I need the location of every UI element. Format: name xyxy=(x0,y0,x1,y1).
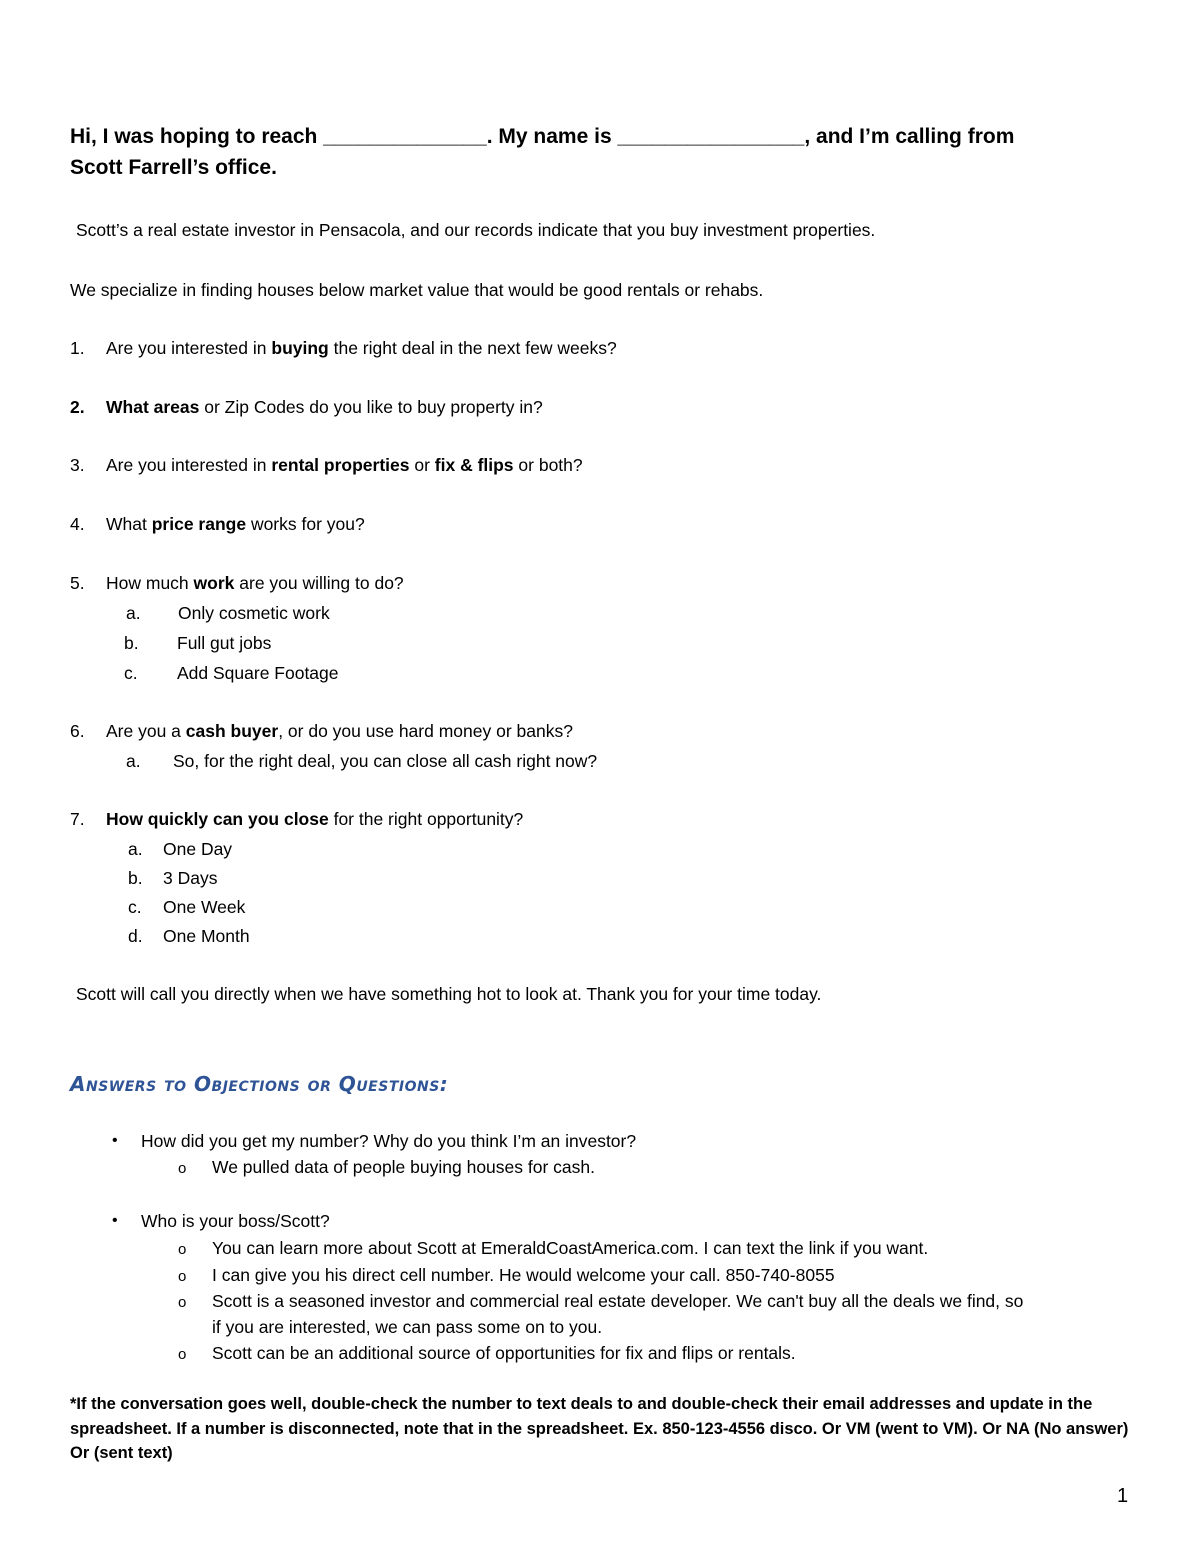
document-page: Hi, I was hoping to reach ______________. My name is ________________, and I’m calling from Scott Farrell’s office. Scott’s a real estate investor in Pensacola, and our records indicate that you buy investment properties. We specialize in finding houses below market value that would be good rentals or rehabs. 1. Are you interested in buying the right deal in the next few weeks? 2. What areas or Zip Codes do you like to buy property in? 3. Are you interested in rental properties or fix & flips or both? 4. What price range works for you? 5. How much work are you willing to do? a. Only cosmetic work b. Full gut jobs c. Add Square Footage 6. Are you a cash buyer, or do you use hard money or banks? a. So, for the right deal, you can close all cash right now? 7. How quickly can you close for the right opportunity? a. One Day b. 3 Days c. One Week d. One Month Scott will call you directly when we have something hot to look at. Thank you for your time today. Answers to Objections or Questions: • How did you get my number? Why do you think I’m an investor? o We pulled data of people buying houses for cash. • Who is your boss/Scott? o You can learn more about Scott at EmeraldCoastAmerica.com. I can text the link if you want. o I can give you his direct cell number. He would welcome your call. 850-740-8055 o Scott is a seasoned investor and commercial real estate developer. We can't buy all the deals we find, so if you are interested, we can pass some on to you. o Scott can be an additional source of opportunities for fix and flips or rentals. *If the conversation goes well, double-check the number to text deals to and double-check their email addresses and update in the spreadsheet. If a number is disconnected, note that in the spreadsheet. Ex. 850-123-4556 disco. Or VM (went to VM). Or NA (No answer) Or (sent text) 1 xyxy=(0,0,1200,1553)
opening-text-1: Hi, I was hoping to reach xyxy=(70,125,318,148)
opening-text-3: , and I’m calling from Scott Farrell’s office. xyxy=(70,125,1015,179)
circle-bullet-icon: o xyxy=(178,1160,187,1177)
circle-bullet-icon: o xyxy=(178,1294,187,1311)
objections-heading: Answers to Objections or Questions: xyxy=(70,1072,449,1096)
intro-paragraph-1: Scott’s a real estate investor in Pensacola, and our records indicate that you buy investment properties. xyxy=(76,220,876,240)
page-number: 1 xyxy=(1117,1485,1129,1507)
circle-bullet-icon: o xyxy=(178,1241,187,1258)
call-note: *If the conversation goes well, double-check the number to text deals to and double-check their email addresses and update in the spreadsheet. If a number is disconnected, note that in the spreadsheet. Ex. 850-123-4556 disco. Or VM (went to VM). Or NA (No answer) Or (sent text) xyxy=(70,1395,1129,1462)
bullet-icon: • xyxy=(112,1132,118,1149)
opening-text-2: . My name is xyxy=(486,125,612,148)
caller-name-blank: ________________ xyxy=(617,125,805,148)
intro-paragraph-2: We specialize in finding houses below market value that would be good rentals or rehabs. xyxy=(70,280,764,300)
circle-bullet-icon: o xyxy=(178,1268,187,1285)
circle-bullet-icon: o xyxy=(178,1346,187,1363)
closing-paragraph: Scott will call you directly when we have something hot to look at. Thank you for your time today. xyxy=(76,984,822,1004)
opening-line xyxy=(70,121,1050,183)
bullet-icon: • xyxy=(112,1212,118,1229)
objection-2-answer-3-cont: if you are interested, we can pass some on to you. xyxy=(212,1317,603,1337)
name-blank: ______________ xyxy=(323,125,487,148)
